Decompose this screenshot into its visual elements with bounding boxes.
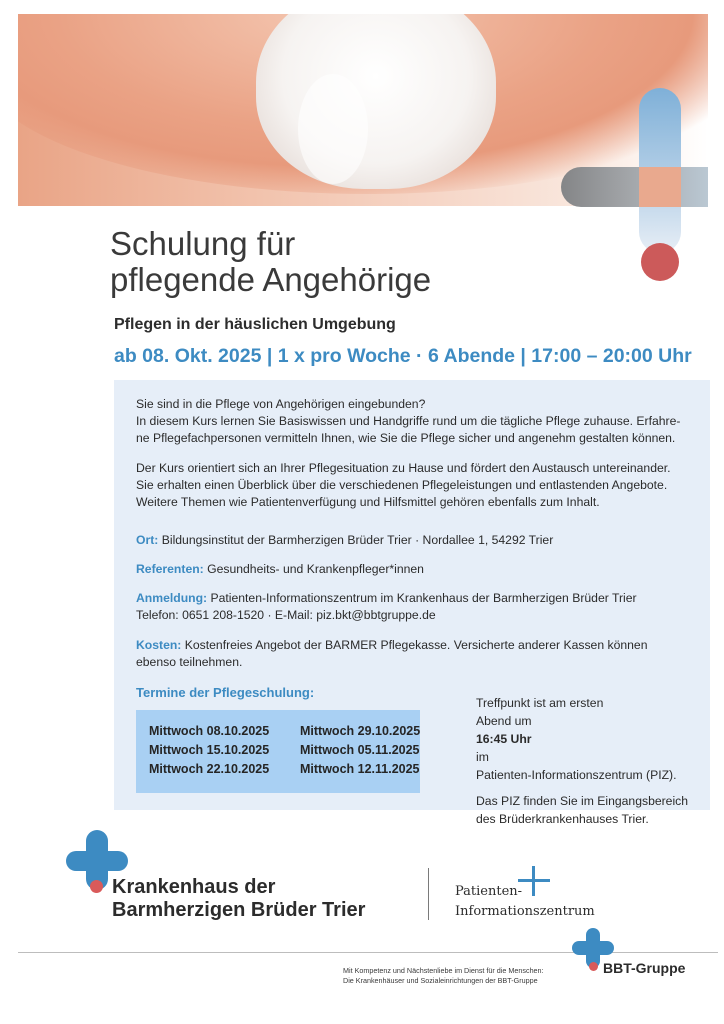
subtitle: Pflegen in der häuslichen Umgebung (114, 316, 396, 333)
course-line: Der Kurs orientiert sich an Ihrer Pflegesituation zu Hause und fördert den Austausch untereinander. (136, 461, 671, 475)
kosten-paragraph (136, 637, 692, 671)
bbt-logo-cross-horizontal (572, 941, 614, 955)
kosten-text-2: ebenso teilnehmen. (136, 655, 243, 669)
termin-date: Mittwoch 08.10.2025 (149, 724, 270, 738)
page-title (110, 226, 580, 298)
termin-date: Mittwoch 12.11.2025 (300, 762, 420, 776)
referenten-label: Referenten: (136, 562, 204, 576)
decor-cross-dot (641, 243, 679, 281)
course-line: Sie erhalten einen Überblick über die verschiedenen Pflegeleistungen und entlastenden Angebote. (136, 478, 668, 492)
intro-line: Sie sind in die Pflege von Angehörigen eingebunden? (136, 397, 426, 411)
meeting-time: 16:45 Uhr (476, 732, 532, 746)
meeting-line: im (476, 750, 489, 764)
meeting-line: Das PIZ finden Sie im Eingangsbereich (476, 794, 689, 808)
course-paragraph (136, 460, 692, 511)
footer-divider (18, 952, 718, 953)
termin-date: Mittwoch 15.10.2025 (149, 743, 270, 757)
ort-label: Ort: (136, 533, 159, 547)
bbt-logo-dot (589, 962, 598, 971)
hospital-name-line-1: Krankenhaus der (112, 876, 276, 898)
termine-box (136, 710, 420, 793)
decor-cross-center (639, 167, 681, 207)
title-line-2: pflegende Angehörige (110, 261, 432, 298)
termin-date: Mittwoch 22.10.2025 (149, 762, 270, 776)
referenten-text: Gesundheits- und Krankenpfleger*innen (203, 562, 424, 576)
termin-date: Mittwoch 29.10.2025 (300, 724, 421, 738)
anmeldung-label: Anmeldung: (136, 591, 208, 605)
meeting-line: Abend um (476, 714, 532, 728)
course-line: Weitere Themen wie Patientenverfügung und Hilfsmittel gehören ebenfalls zum Inhalt. (136, 495, 600, 509)
hospital-logo-dot (90, 880, 103, 893)
hospital-logo-cross-horizontal (66, 851, 128, 871)
kosten-label: Kosten: (136, 638, 182, 652)
ort-text: Bildungsinstitut der Barmherzigen Brüder Trier · Nordallee 1, 54292 Trier (158, 533, 554, 547)
schedule-line: ab 08. Okt. 2025 | 1 x pro Woche · 6 Abende | 17:00 – 20:00 Uhr (114, 345, 692, 367)
hospital-name-line-2: Barmherzigen Brüder Trier (112, 899, 366, 921)
piz-logo-line-1: Patienten- (455, 884, 523, 899)
hero-cloth (256, 14, 496, 189)
decor-cross-horizontal (561, 167, 708, 207)
hero-cloth-highlight (298, 74, 368, 184)
meeting-line: des Brüderkrankenhauses Trier. (476, 812, 649, 826)
kosten-text: Kostenfreies Angebot der BARMER Pflegekasse. Versicherte anderer Kassen können (181, 638, 648, 652)
anmeldung-paragraph (136, 590, 692, 624)
info-box (114, 380, 710, 826)
referenten-paragraph (136, 561, 692, 578)
intro-line: ne Pflegefachpersonen vermitteln Ihnen, wie Sie die Pflege sicher und angenehm gestalten können. (136, 431, 676, 445)
piz-logo-line-2: Informationszentrum (455, 904, 595, 919)
piz-cross-icon (518, 879, 550, 882)
logo-divider (428, 868, 429, 920)
meeting-line: Treffpunkt ist am ersten (476, 696, 604, 710)
footer-tagline-1: Mit Kompetenz und Nächstenliebe im Dienst für die Menschen: (343, 966, 544, 975)
title-line-1: Schulung für (110, 225, 296, 262)
anmeldung-contact: Telefon: 0651 208-1520 · E-Mail: piz.bkt@bbtgruppe.de (136, 608, 436, 622)
meeting-info (476, 694, 696, 828)
bbt-logo-text: BBT-Gruppe (603, 960, 686, 976)
anmeldung-text: Patienten-Informationszentrum im Krankenhaus der Barmherzigen Brüder Trier (207, 591, 637, 605)
intro-line: In diesem Kurs lernen Sie Basiswissen und Handgriffe rund um die tägliche Pflege zuhause. Erfahre- (136, 414, 681, 428)
intro-paragraph (136, 396, 692, 447)
footer-tagline-2: Die Krankenhäuser und Sozialeinrichtungen der BBT-Gruppe (343, 976, 538, 985)
termine-title: Termine der Pflegeschulung: (136, 685, 315, 700)
meeting-line: Patienten-Informationszentrum (PIZ). (476, 768, 677, 782)
termin-date: Mittwoch 05.11.2025 (300, 743, 420, 757)
ort-paragraph (136, 532, 692, 549)
